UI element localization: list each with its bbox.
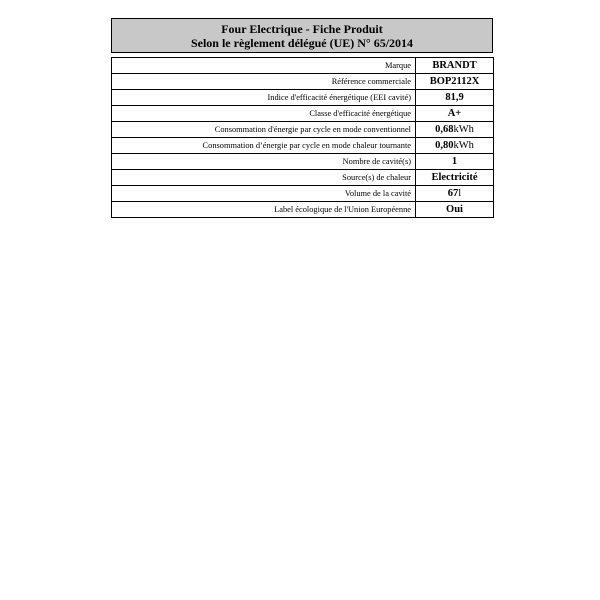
spec-value bbox=[416, 170, 494, 186]
spec-value-number: 0,68 bbox=[435, 124, 454, 135]
spec-value bbox=[416, 186, 494, 202]
spec-value-unit: kWh bbox=[453, 124, 474, 135]
sheet-header bbox=[111, 18, 493, 53]
spec-label: Indice d'efficacité énergétique (EEI cavité) bbox=[112, 90, 416, 106]
spec-label: Label écologique de l'Union Européenne bbox=[112, 202, 416, 218]
product-sheet bbox=[111, 18, 493, 215]
spec-label: Nombre de cavité(s) bbox=[112, 154, 416, 170]
spec-row-brand bbox=[112, 58, 494, 74]
spec-value bbox=[416, 106, 494, 122]
spec-row-cavity-count bbox=[112, 154, 494, 170]
spec-value bbox=[416, 90, 494, 106]
sheet-title: Four Electrique - Fiche Produit bbox=[221, 22, 383, 36]
spec-value bbox=[416, 138, 494, 154]
spec-row-reference bbox=[112, 74, 494, 90]
spec-label: Marque bbox=[112, 58, 416, 74]
spec-label: Consommation d’énergie par cycle en mode chaleur tournante bbox=[112, 138, 416, 154]
spec-value bbox=[416, 202, 494, 218]
spec-value-number: A+ bbox=[447, 108, 462, 119]
spec-label: Consommation d'énergie par cycle en mode conventionnel bbox=[112, 122, 416, 138]
spec-label: Classe d'efficacité énergétique bbox=[112, 106, 416, 122]
spec-value bbox=[416, 74, 494, 90]
spec-value bbox=[416, 154, 494, 170]
spec-row-eco-label bbox=[112, 202, 494, 218]
spec-value bbox=[416, 122, 494, 138]
spec-value-number: Electricité bbox=[431, 172, 478, 183]
spec-value-number: BOP2112X bbox=[429, 76, 480, 87]
spec-label: Source(s) de chaleur bbox=[112, 170, 416, 186]
spec-row-eei bbox=[112, 90, 494, 106]
spec-value-number: 81,9 bbox=[445, 92, 464, 103]
sheet-subtitle: Selon le règlement délégué (UE) N° 65/2014 bbox=[190, 36, 414, 50]
spec-row-fan-consumption bbox=[112, 138, 494, 154]
spec-row-cavity-volume bbox=[112, 186, 494, 202]
spec-row-energy-class bbox=[112, 106, 494, 122]
spec-row-heat-source bbox=[112, 170, 494, 186]
spec-label: Volume de la cavité bbox=[112, 186, 416, 202]
spec-value bbox=[416, 58, 494, 74]
spec-label: Référence commerciale bbox=[112, 74, 416, 90]
spec-value-unit: l bbox=[458, 188, 462, 199]
spec-value-unit: kWh bbox=[453, 140, 474, 151]
spec-value-number: 1 bbox=[451, 156, 458, 167]
spec-value-number: Oui bbox=[446, 204, 463, 215]
spec-row-conventional-consumption bbox=[112, 122, 494, 138]
spec-value-number: 67 bbox=[447, 188, 459, 199]
spec-value-number: 0,80 bbox=[435, 140, 454, 151]
spec-value-number: BRANDT bbox=[432, 60, 477, 71]
spec-table bbox=[111, 57, 494, 218]
